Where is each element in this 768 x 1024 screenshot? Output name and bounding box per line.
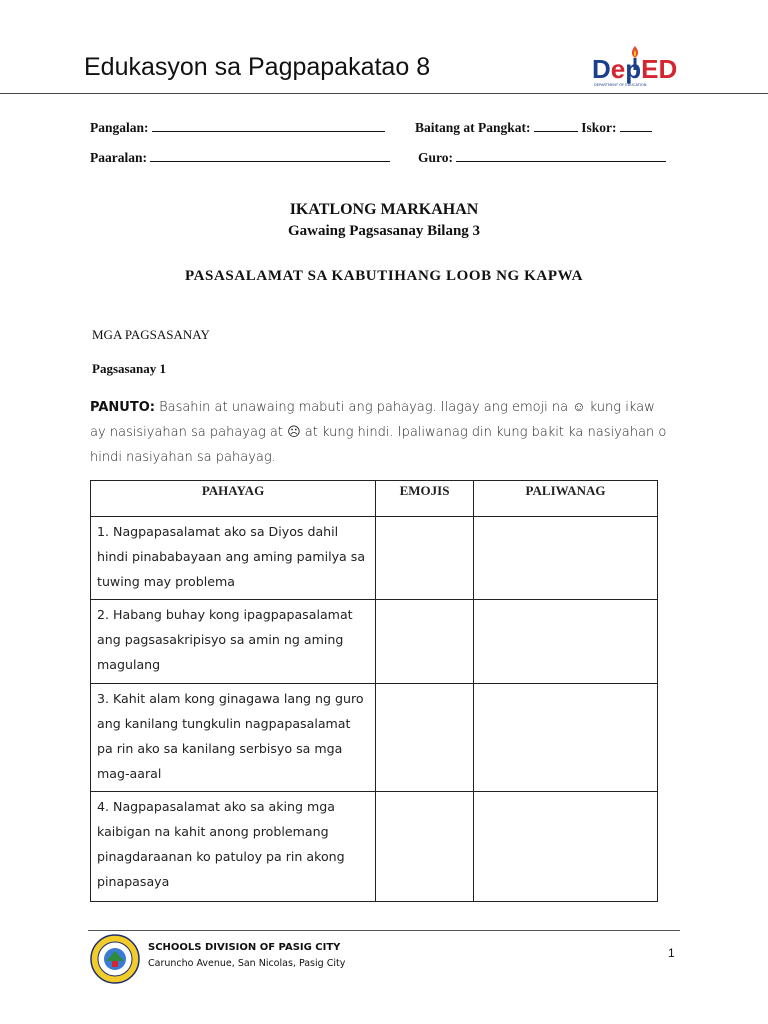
footer-divider — [88, 930, 680, 931]
emoji-cell[interactable] — [376, 600, 474, 684]
header-emojis: EMOJIS — [376, 481, 474, 517]
division-seal-icon — [90, 934, 140, 984]
footer-address: Caruncho Avenue, San Nicolas, Pasig City — [148, 958, 346, 969]
emoji-cell[interactable] — [376, 684, 474, 792]
explanation-cell[interactable] — [474, 792, 658, 902]
header-pahayag: PAHAYAG — [91, 481, 376, 517]
explanation-cell[interactable] — [474, 684, 658, 792]
statement-cell: 2. Habang buhay kong ipagpapasalamat ang pagsasakripisyo sa amin ng aming magulang — [91, 600, 376, 684]
guro-blank[interactable] — [456, 149, 666, 162]
lesson-title: PASASALAMAT SA KABUTIHANG LOOB NG KAPWA — [184, 268, 584, 284]
pangalan-field: Pangalan: — [90, 119, 385, 136]
header-divider — [0, 93, 768, 94]
happy-emoji-icon: ☺ — [572, 400, 586, 415]
explanation-cell[interactable] — [474, 600, 658, 684]
footer-school-name: SCHOOLS DIVISION OF PASIG CITY — [148, 942, 341, 953]
table-row — [91, 600, 658, 684]
statement-cell: 3. Kahit alam kong ginagawa lang ng guro ang kanilang tungkulin nagpapasalamat pa rin ako sa kanilang serbisyo sa mga mag-aaral — [91, 684, 376, 792]
instructions-label: PANUTO: — [90, 400, 155, 415]
page-number: 1 — [668, 946, 675, 960]
paaralan-blank[interactable] — [150, 149, 390, 162]
paaralan-field: Paaralan: — [90, 149, 390, 166]
instructions: PANUTO: Basahin at unawaing mabuti ang pahayag. Ilagay ang emoji na ☺ kung ikaw ay nasisiyahan sa pahayag at ☹ at kung hindi. Ipaliwanag din kung bakit ka nasiyahan o hindi nasiyahan sa pahayag. — [90, 400, 667, 465]
iskor-blank[interactable] — [620, 119, 652, 132]
page-title: Edukasyon sa Pagpapakatao 8 — [84, 53, 431, 81]
table-row — [91, 517, 658, 600]
table-row — [91, 684, 658, 792]
baitang-field: Baitang at Pangkat: Iskor: — [415, 119, 652, 136]
emoji-cell[interactable] — [376, 792, 474, 902]
pahayag-table — [90, 480, 658, 902]
deped-logo-subtext: DEPARTMENT OF EDUCATION — [594, 83, 647, 87]
section-subheading: Pagsasanay 1 — [92, 361, 167, 376]
sad-emoji-icon: ☹ — [287, 425, 301, 440]
quarter-title: IKATLONG MARKAHAN — [289, 201, 479, 218]
statement-cell: 4. Nagpapasalamat ako sa aking mga kaibigan na kahit anong problemang pinagdaraanan ko patuloy pa rin akong pinapasaya — [91, 792, 376, 902]
table-header-row — [91, 481, 658, 517]
deped-logo — [590, 44, 680, 90]
activity-title: Gawaing Pagsasanay Bilang 3 — [287, 223, 481, 239]
guro-field: Guro: — [418, 149, 666, 166]
section-heading: MGA PAGSASANAY — [92, 327, 210, 342]
table-row — [91, 792, 658, 902]
header-paliwanag: PALIWANAG — [474, 481, 658, 517]
pangalan-blank[interactable] — [152, 119, 385, 132]
explanation-cell[interactable] — [474, 517, 658, 600]
emoji-cell[interactable] — [376, 517, 474, 600]
baitang-blank[interactable] — [534, 119, 578, 132]
statement-cell: 1. Nagpapasalamat ako sa Diyos dahil hindi pinababayaan ang aming pamilya sa tuwing may problema — [91, 517, 376, 600]
deped-logo-text: DepED — [592, 54, 678, 84]
